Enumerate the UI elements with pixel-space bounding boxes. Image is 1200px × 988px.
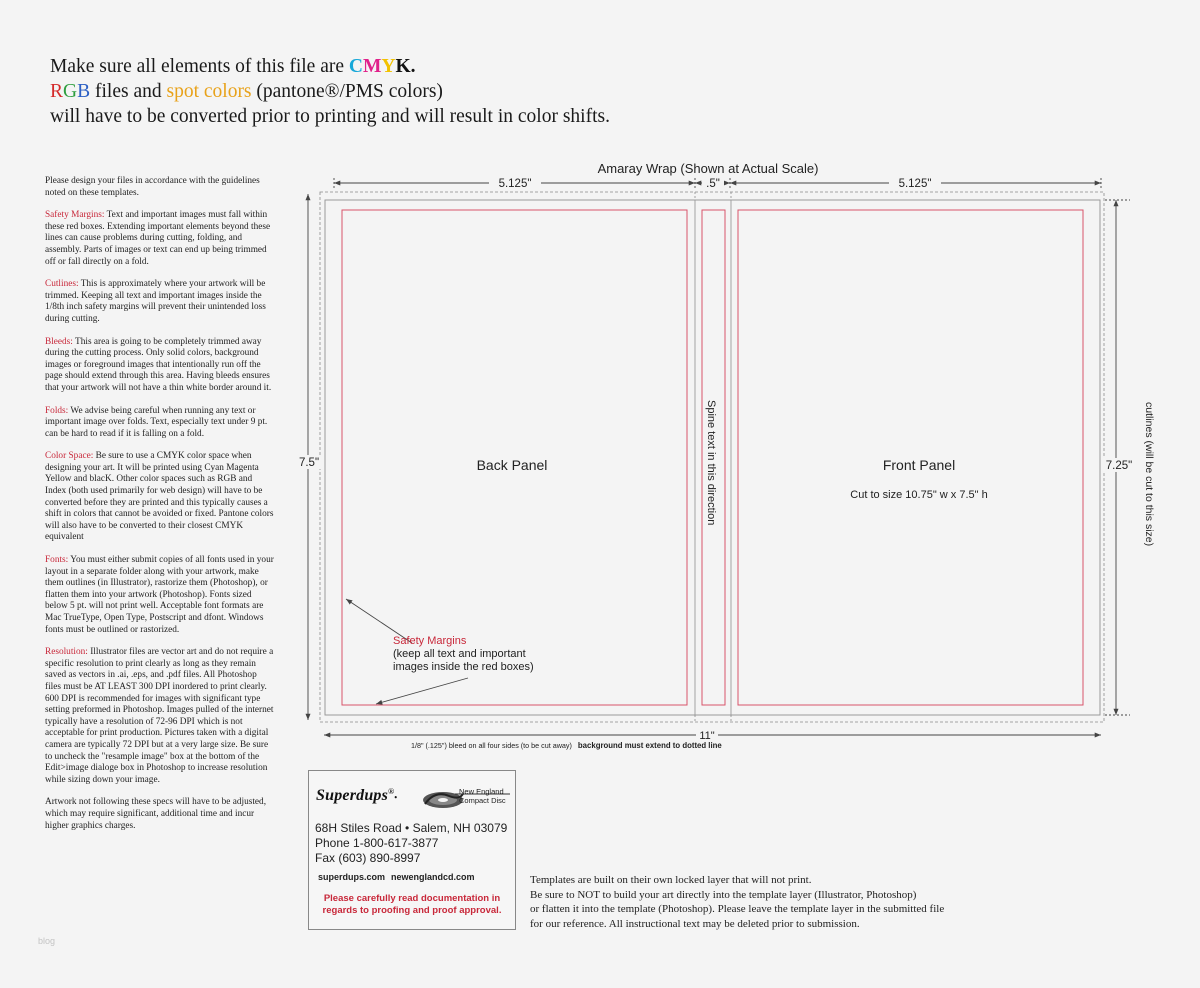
guideline-folds: Folds: We advise being careful when running any text or important image over folds. Text, especially text under 9 pt. can be hard to read if it is falling on a fold.: [45, 405, 268, 439]
company-contact-box: [308, 770, 516, 930]
spine-width-label: .5": [706, 178, 720, 190]
safety-callout-title: Safety Margins: [393, 635, 467, 647]
guidelines-closing: Artwork not following these specs will have to be adjusted, which may require significant, additional time and incur higher graphics charges.: [45, 797, 267, 831]
superdups-link[interactable]: superdups.com: [318, 872, 386, 882]
bleed-note: 1/8" (.125") bleed on all four sides (to be cut away) background must extend to dotted line: [411, 741, 722, 750]
header-line-2: RGB files and spot colors (pantone®/PMS colors): [50, 81, 443, 102]
rgb-letter-b: B: [77, 81, 91, 102]
guideline-bleeds: Bleeds: This area is going to be completely trimmed away during the cutting process. Only solid colors, background images or foreground images that intentionally run off the page should extend through this area. Having bleeds ensures that your artwork will not have a thin white border around it.: [45, 336, 272, 393]
back-panel-label: Back Panel: [476, 457, 548, 473]
rgb-letter-g: G: [63, 81, 78, 102]
phone-number: Phone 1-800-617-3877: [315, 835, 439, 850]
design-guidelines: [45, 176, 275, 843]
guideline-color-space: Color Space: Be sure to use a CMYK color space when designing your art. It will be printed using Cyan Magenta Yellow and blacK. Other color spaces such as RGB and Index (both used primarily for web design) will have to be converted before they are printed and this typically causes a shift in colors that cannot be avoided or fixed. Pantone colors will also have to be converted to their closest CMYK equivalent: [45, 451, 274, 543]
safety-callout-line1: (keep all text and important: [393, 648, 526, 660]
cmyk-letter-y: Y: [381, 56, 396, 77]
cmyk-letter-m: M: [362, 56, 382, 77]
cutlines-label: cutlines (will be cut to this size): [1143, 402, 1155, 547]
header-line-3: will have to be converted prior to printing and will result in color shifts.: [50, 106, 610, 127]
watermark-text: blog: [38, 936, 56, 946]
guideline-fonts: Fonts: You must either submit copies of all fonts used in your layout in a separate folder along with your artwork, make them outlines (in Illustrator), rastorize them (Photoshop), or flatten them into your artwork (Photoshop). Fonts sized below 5 pt. will not print well. Acceptable font formats are Mac TrueType, Open Type, Postscript and dfont. Windows fonts must be outlined or rastorized.: [45, 555, 274, 635]
cmyk-letter-k: K: [395, 56, 411, 77]
front-panel-label: Front Panel: [882, 457, 956, 473]
rgb-letter-r: R: [50, 81, 64, 102]
total-height-label: 7.5": [298, 457, 320, 469]
safety-callout-line2: images inside the red boxes): [393, 661, 534, 673]
front-width-label: 5.125": [898, 178, 932, 190]
street-address: 68H Stiles Road • Salem, NH 03079: [315, 821, 508, 835]
address-lines: [315, 821, 507, 865]
spot-colors-text: spot colors: [166, 81, 252, 102]
cmyk-warning-header: [50, 54, 610, 129]
cmyk-letter-c: C: [348, 56, 363, 77]
cut-size-label: Cut to size 10.75" w x 7.5" h: [850, 489, 988, 501]
superdups-logo: Superdups®•: [316, 787, 398, 804]
proofing-warning: Please carefully read documentation in regards to proofing and proof approval.: [322, 893, 502, 916]
newenglandcd-link[interactable]: newenglandcd.com: [391, 872, 475, 882]
diagram-title: Amaray Wrap (Shown at Actual Scale): [597, 161, 819, 176]
guideline-safety-margins: Safety Margins: Text and important images must fall within these red boxes. Extending important elements beyond these lines can cause problems during cutting, folding, and assembly. Parts of images or text can end up being trimmed off or fall directly on a fold.: [45, 210, 271, 267]
total-width-label: 11": [699, 730, 715, 742]
guideline-resolution: Resolution: Illustrator files are vector art and do not require a specific resolution to print clearly as long as they remain saved as vectors in .ai, .eps, and .pdf files. All Photoshop files must be AT LEAST 300 DPI inordered to print clearly. 600 DPI is recommended for images with significant type setting preformed in Photoshop. Images pulled of the internet typically have a resolution of 72-96 DPI which is not acceptable for print production. Pictures taken with a digital camera are typically 72 DPI but at a very large size. Be sure to uncheck the "resample image" box at the bottom of the Edit>image dialoge box in Photoshop to increase resolution while sizing down your image.: [45, 647, 274, 785]
amaray-wrap-diagram: [290, 150, 1170, 760]
website-links: [318, 872, 475, 882]
guideline-cutlines: Cutlines: This is approximately where your artwork will be trimmed. Keeping all text and important images inside the 1/8th inch safety margins will prevent their unintended loss during cutting.: [45, 279, 266, 324]
new-england-cd-text: New England Compact Disc: [459, 787, 506, 805]
spine-direction-label: Spine text in this direction: [705, 400, 717, 526]
cut-height-label: 7.25": [1105, 460, 1133, 472]
fax-number: Fax (603) 890-8997: [315, 850, 421, 865]
header-line-1: Make sure all elements of this file are CMYK.: [50, 56, 416, 77]
height-dimension-right: [1105, 200, 1133, 715]
guidelines-intro: Please design your files in accordance with the guidelines noted on these templates.: [45, 176, 260, 198]
back-width-label: 5.125": [498, 178, 532, 190]
template-layer-note: Templates are built on their own locked layer that will not print. Be sure to NOT to build your art directly into the template layer (Illustrator, Photoshop) or flatten it into the template (Photoshop). Please leave the template layer in the submitted file for our reference. All instructional text may be deleted prior to submission.: [530, 874, 945, 930]
